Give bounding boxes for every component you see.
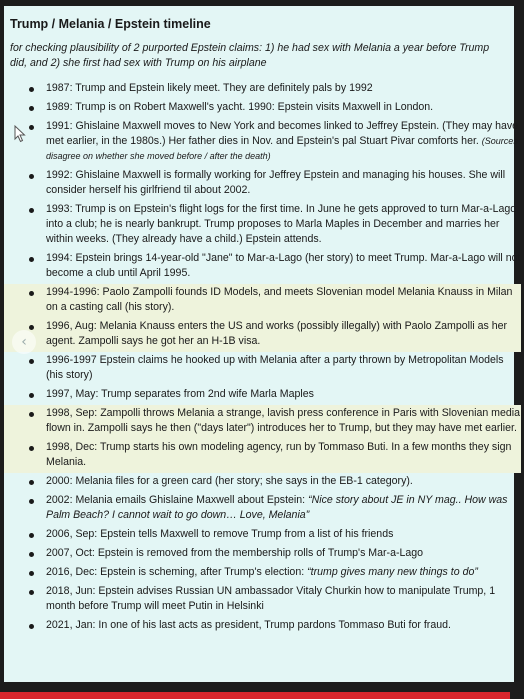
entry-text: 2006, Sep: Epstein tells Maxwell to remove Trump from a list of his friends	[46, 528, 394, 540]
timeline-entry	[4, 386, 521, 405]
entry-text: 2007, Oct: Epstein is removed from the membership rolls of Trump's Mar-a-Lago	[46, 547, 424, 559]
timeline-entry	[4, 617, 521, 636]
entry-text: 1998, Sep: Zampolli throws Melania a strange, lavish press conference in Paris with Slovenian media flown in. Zampolli says he then ("days later") introduces her to Trump, but they may have met earlier.	[46, 407, 521, 434]
bullet-icon	[29, 624, 34, 629]
timeline-entry	[4, 473, 521, 492]
entry-text: 1996-1997 Epstein claims he hooked up with Melania after a party thrown by Metropolitan Models (his story)	[46, 354, 504, 381]
entry-text: 1992: Ghislaine Maxwell is formally working for Jeffrey Epstein and managing his houses. She will consider herself his girlfriend til about 2002.	[46, 169, 506, 196]
bullet-icon	[29, 208, 34, 213]
timeline-entry	[4, 405, 521, 439]
bullet-icon	[29, 87, 34, 92]
timeline-entry	[4, 318, 521, 352]
timeline-entry	[4, 564, 521, 583]
bullet-icon	[29, 571, 34, 576]
timeline-entry	[4, 99, 521, 118]
entry-text: 2000: Melania files for a green card (her story; she says in the EB-1 category).	[46, 475, 413, 487]
bullet-icon	[29, 499, 34, 504]
entry-text: 1991: Ghislaine Maxwell moves to New York and becomes linked to Jeffrey Epstein. (They may have met earlier, in the 1980s.) Her father dies in Nov. and Epstein's pal Stuart Pivar comforts her.	[46, 120, 519, 147]
bullet-icon	[29, 412, 34, 417]
timeline-entry	[4, 492, 521, 526]
entry-text: 2016, Dec: Epstein is scheming, after Trump's election:	[46, 566, 305, 578]
bullet-icon	[29, 533, 34, 538]
timeline-entry	[4, 439, 521, 473]
bullet-icon	[29, 257, 34, 262]
bullet-icon	[29, 393, 34, 398]
entry-text: 1998, Dec: Trump starts his own modeling agency, run by Tommaso Buti. In a few months they sign Melania.	[46, 441, 512, 468]
timeline-entry	[4, 201, 521, 250]
entry-text: 1997, May: Trump separates from 2nd wife Marla Maples	[46, 388, 314, 400]
entry-text: 2002: Melania emails Ghislaine Maxwell about Epstein:	[46, 494, 306, 506]
entry-text: 1996, Aug: Melania Knauss enters the US and works (possibly illegally) with Paolo Zampolli as her agent. Zampolli says he got her an H-1B visa.	[46, 320, 508, 347]
entry-quote: “trump gives many new things to do”	[307, 566, 478, 578]
previous-arrow-icon[interactable]: ‹	[12, 330, 36, 354]
timeline-entry	[4, 250, 521, 284]
bottom-accent-bar	[0, 692, 510, 699]
timeline-entry	[4, 118, 521, 167]
timeline-entry	[4, 352, 521, 386]
bullet-icon	[29, 552, 34, 557]
mouse-cursor-icon	[14, 125, 26, 143]
bullet-icon	[29, 291, 34, 296]
bullet-icon	[29, 325, 34, 330]
bullet-icon	[29, 106, 34, 111]
entry-text: 1987: Trump and Epstein likely meet. They are definitely pals by 1992	[46, 82, 373, 94]
bullet-icon	[29, 590, 34, 595]
bullet-icon	[29, 480, 34, 485]
document-page	[4, 6, 521, 682]
bullet-icon	[29, 359, 34, 364]
document-title: Trump / Melania / Epstein timeline	[10, 17, 211, 31]
timeline-entry	[4, 545, 521, 564]
entry-text: 1994-1996: Paolo Zampolli founds ID Models, and meets Slovenian model Melania Knauss in Milan on a casting call (his story).	[46, 286, 513, 313]
timeline-entry	[4, 80, 521, 99]
bullet-icon	[29, 174, 34, 179]
timeline-entry	[4, 526, 521, 545]
timeline-entry	[4, 284, 521, 318]
entry-text: 2018, Jun: Epstein advises Russian UN ambassador Vitaly Churkin how to manipulate Trump, 1 month before Trump will meet Putin in Helsinki	[46, 585, 496, 612]
bullet-icon	[29, 125, 34, 130]
timeline-entry	[4, 167, 521, 201]
timeline-entry	[4, 583, 521, 617]
entry-note: (Sources disagree on whether she moved before / after the death)	[46, 136, 518, 161]
document-subtitle: for checking plausibility of 2 purported Epstein claims: 1) he had sex with Melania a year before Trump did, and 2) she first had sex with Trump on his airplane	[10, 42, 490, 69]
entry-text: 1994: Epstein brings 14-year-old "Jane" to Mar-a-Lago (her story) to meet Trump. Mar-a-Lago will not become a club until April 1995.	[46, 252, 521, 279]
bullet-icon	[29, 446, 34, 451]
entry-text: 1989: Trump is on Robert Maxwell's yacht. 1990: Epstein visits Maxwell in London.	[46, 101, 434, 113]
entry-quote: “Nice story about JE in NY mag.. How was Palm Beach? I cannot wait to go down… Love, Melania”	[46, 494, 508, 521]
entry-text: 1993: Trump is on Epstein's flight logs for the first time. In June he gets approved to turn Mar-a-Lago into a club; he is nearly bankrupt. Trump proposes to Marla Maples in December and marries her within weeks. (They already have a child.) Epstein attends.	[46, 203, 517, 245]
entry-text: 2021, Jan: In one of his last acts as president, Trump pardons Tommaso Buti for fraud.	[46, 619, 451, 631]
timeline-list	[4, 80, 524, 636]
